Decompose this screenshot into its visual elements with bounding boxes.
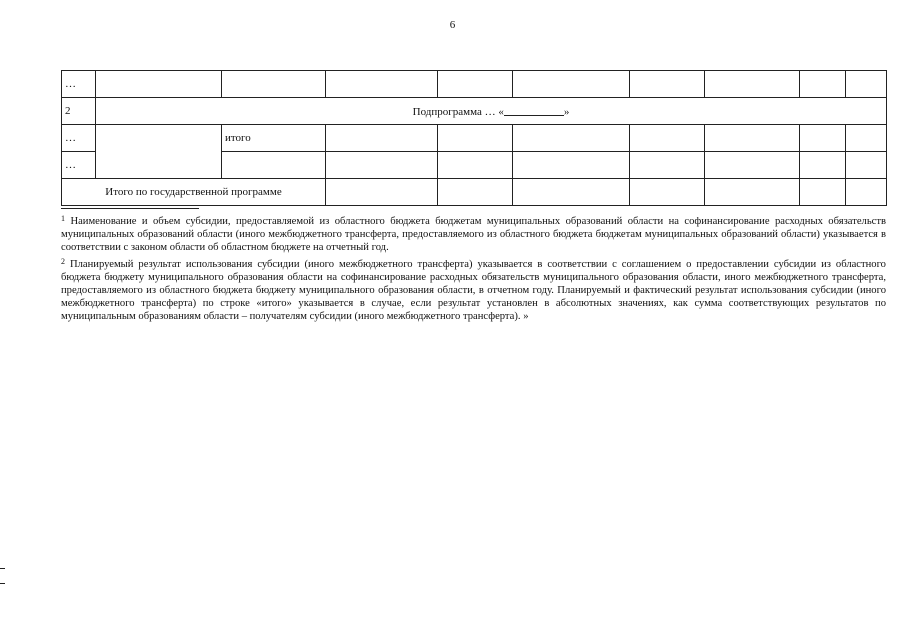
table-cell [438, 179, 513, 206]
table-cell [96, 71, 222, 98]
subprogram-suffix: » [563, 105, 570, 118]
total-label: Итого по государственной программе [62, 179, 326, 206]
table-cell [513, 125, 630, 152]
row-number-cell: … [62, 152, 96, 179]
footnote-text: Наименование и объем субсидии, предоставляемой из областного бюджета бюджетам муниципальных образований области на софинансирование расходных обязательств муниципальных образований области (иного межбюджетного трансферта, предоставляемого из областного бюджета бюджетам муниципальных образований области) указывается в соответствии с законом области об областном бюджете на отчетный год. [61, 216, 886, 254]
merged-cell [96, 125, 222, 179]
table-cell [846, 125, 887, 152]
table-cell [800, 125, 846, 152]
total-row [62, 179, 887, 206]
table-cell [326, 152, 438, 179]
footnote-mark: 2 [61, 256, 65, 266]
subprogram-name-blank [504, 105, 564, 116]
footnote-1 [61, 212, 886, 255]
table-cell [326, 71, 438, 98]
table-cell [326, 125, 438, 152]
itogo-label: итого [222, 125, 326, 152]
subprogram-title [96, 98, 887, 125]
table-cell [705, 71, 800, 98]
table-cell [846, 179, 887, 206]
footnote-separator [61, 208, 199, 209]
table-cell [705, 152, 800, 179]
table-row [62, 71, 887, 98]
table-cell [630, 152, 705, 179]
report-table [61, 70, 887, 206]
table-cell [513, 71, 630, 98]
table-cell [705, 125, 800, 152]
row-number-cell: 2 [62, 98, 96, 125]
table-cell [222, 152, 326, 179]
table-cell [846, 152, 887, 179]
margin-mark [0, 583, 5, 584]
table-cell [800, 179, 846, 206]
table-cell [630, 71, 705, 98]
table-row [62, 125, 887, 152]
subprogram-prefix: Подпрограмма … « [412, 105, 504, 118]
table-cell [438, 152, 513, 179]
table-cell [846, 71, 887, 98]
footnote-text: Планируемый результат использования субсидии (иного межбюджетного трансферта) указывается в соответствии с соглашением о предоставлении субсидии из областного бюджета бюджету муниципального образования области на софинансирование расходных обязательств муниципального образования области, иного межбюджетного трансферта, предоставляемого из областного бюджета бюджету муниципального образования области, в отчетном году. Планируемый и фактический результат использования субсидии (иного межбюджетного трансферта) по строке «итого» указывается в случае, если результат установлен в абсолютных значениях, как сумма соответствующих результатов по муниципальным образованиям области – получателям субсидии (иного межбюджетного трансферта). » [61, 258, 886, 323]
subprogram-row [62, 98, 887, 125]
table-cell [630, 179, 705, 206]
table-cell [800, 152, 846, 179]
footnotes [61, 208, 886, 324]
margin-mark [0, 568, 5, 569]
table-cell [513, 179, 630, 206]
row-number-cell: … [62, 125, 96, 152]
table-cell [222, 71, 326, 98]
table-cell [326, 179, 438, 206]
table-cell [705, 179, 800, 206]
table-cell [630, 125, 705, 152]
table-cell [800, 71, 846, 98]
table-cell [438, 125, 513, 152]
row-number-cell: … [62, 71, 96, 98]
footnote-2 [61, 255, 886, 324]
footnote-mark: 1 [61, 214, 65, 223]
table-cell [513, 152, 630, 179]
table-cell [438, 71, 513, 98]
page-number: 6 [449, 19, 456, 31]
